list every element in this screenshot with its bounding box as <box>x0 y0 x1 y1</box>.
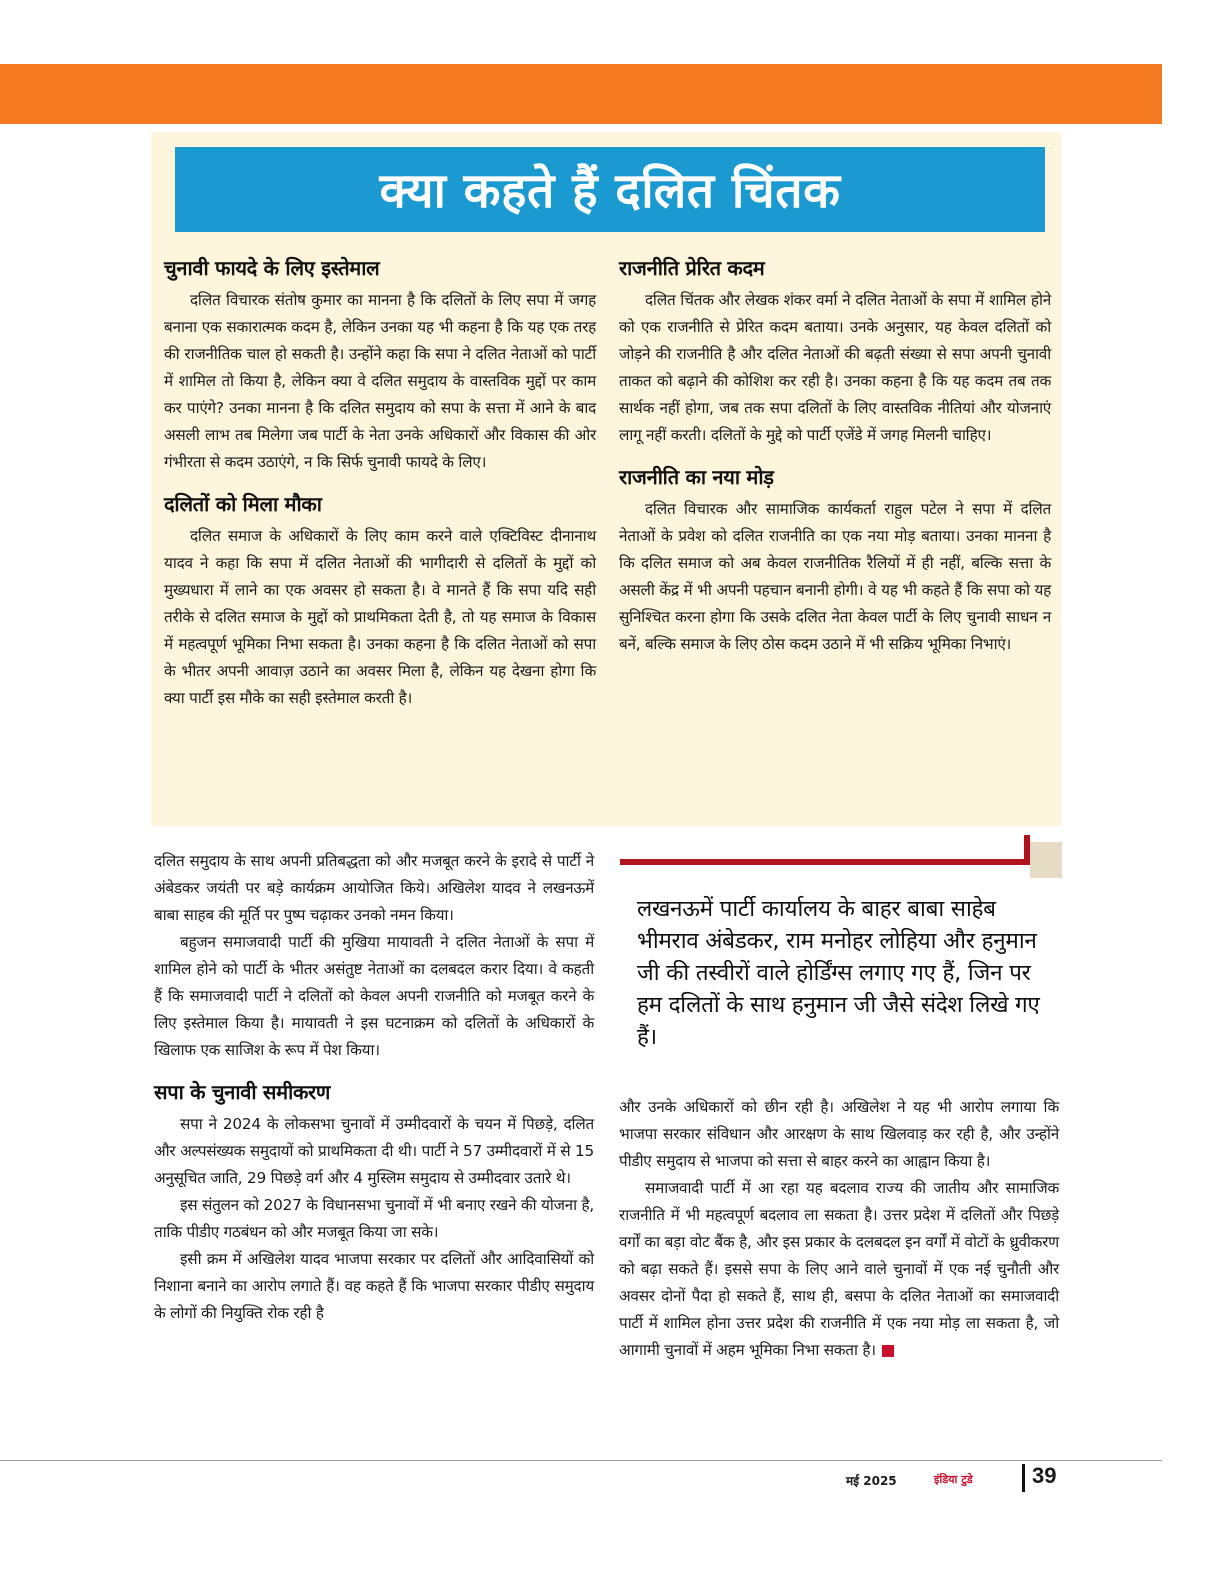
footer-magazine-logo: इंडिया टुडे <box>934 1473 973 1486</box>
article-paragraph: बहुजन समाजवादी पार्टी की मुखिया मायावती ने दलित नेताओं के सपा में शामिल होने को पार्टी के भीतर असंतुष्ट नेताओं का दलबदल करार दिया। वे कहती हैं कि समाजवादी पार्टी ने दलितों को केवल अपनी राजनीति को मजबूत करने के लिए इस्तेमाल किया है। मायावती ने इस घटनाक्रम को दलितों के अधिकारों के खिलाफ एक साजिश के रूप में पेश किया। <box>154 933 594 1059</box>
header-orange-bar <box>0 64 1162 124</box>
article-paragraph: इस संतुलन को 2027 के विधानसभा चुनावों में भी बनाए रखने की योजना है, ताकि पीडीए गठबंधन को और मजबूत किया जा सके। <box>154 1196 594 1241</box>
footer-date: मई 2025 <box>846 1474 897 1488</box>
page-number: 39 <box>1032 1463 1057 1488</box>
section-text: दलित विचारक संतोष कुमार का मानना है कि दलितों के लिए सपा में जगह बनाना एक सकारात्मक कदम है, लेकिन उनका यह भी कहना है कि यह एक तरह की राजनीतिक चाल हो सकती है। उन्होंने कहा कि सपा ने दलित नेताओं को पार्टी में शामिल तो किया है, लेकिन क्या वे दलित समुदाय के वास्तविक मुद्दों पर काम कर पाएंगे? उनका मानना है कि दलित समुदाय को सपा के सत्ता में आने के बाद असली लाभ तब मिलेगा जब पार्टी के नेता उनके अधिकारों और विकास की ओर गंभीरता से कदम उठाएंगे, न कि सिर्फ चुनावी फायदे के लिए। <box>164 291 596 471</box>
article-paragraph: समाजवादी पार्टी में आ रहा यह बदलाव राज्य की जातीय और सामाजिक राजनीति में भी महत्वपूर्ण बदलाव ला सकता है। उत्तर प्रदेश में दलितों और पिछड़े वर्गों का बड़ा वोट बैंक है, और इस प्रकार के दलबदल इन वर्गों में वोटों के ध्रुवीकरण को बढ़ा सकते हैं। इससे सपा के लिए आने वाले चुनावों में एक नई चुनौती और अवसर दोनों पैदा हो सकते हैं, साथ ही, बसपा के दलित नेताओं का समाजवादी पार्टी में शामिल होना उत्तर प्रदेश की राजनीति में एक नया मोड़ ला सकता है, जो आगामी चुनावों में अहम भूमिका निभा सकता है। <box>619 1179 1059 1359</box>
pullquote-corner-block <box>1030 842 1062 878</box>
article-paragraph: इसी क्रम में अखिलेश यादव भाजपा सरकार पर दलितों और आदिवासियों को निशाना बनाने का आरोप लगाते हैं। वह कहते हैं कि भाजपा सरकार पीडीए समुदाय के लोगों की नियुक्ति रोक रही है <box>154 1250 594 1322</box>
pullquote-rule <box>620 859 1030 865</box>
footer-divider <box>1022 1464 1025 1492</box>
section-heading: दलितों को मिला मौका <box>164 492 322 516</box>
section-heading: राजनीति का नया मोड़ <box>619 465 774 489</box>
boxout-title: क्या कहते हैं दलित चिंतक <box>379 163 841 219</box>
article-paragraph: दलित समुदाय के साथ अपनी प्रतिबद्धता को और मजबूत करने के इरादे से पार्टी ने अंबेडकर जयंती पर बड़े कार्यक्रम आयोजित किये। अखिलेश यादव ने लखनऊमें बाबा साहब की मूर्ति पर पुष्प चढ़ाकर उनको नमन किया। <box>154 852 594 924</box>
section-heading: चुनावी फायदे के लिए इस्तेमाल <box>164 256 380 280</box>
section-text: दलित चिंतक और लेखक शंकर वर्मा ने दलित नेताओं के सपा में शामिल होने को एक राजनीति से प्रेरित कदम बताया। उनके अनुसार, यह केवल दलितों को जोड़ने की राजनीति है और दलित नेताओं की बढ़ती संख्या से सपा अपनी चुनावी ताकत को बढ़ाने की कोशिश कर रही है। उनका कहना है कि यह कदम तब तक सार्थक नहीं होगा, जब तक सपा दलितों के लिए वास्तविक नीतियां और योजनाएं लागू नहीं करती। दलितों के मुद्दे को पार्टी एजेंडे में जगह मिलनी चाहिए। <box>619 291 1051 444</box>
article-paragraph: और उनके अधिकारों को छीन रही है। अखिलेश ने यह भी आरोप लगाया कि भाजपा सरकार संविधान और आरक्षण के साथ खिलवाड़ कर रही है, और उन्होंने पीडीए समुदाय से भाजपा को सत्ता से बाहर करने का आह्वान किया है। <box>619 1098 1059 1170</box>
end-mark-icon <box>882 1345 894 1357</box>
section-text: दलित समाज के अधिकारों के लिए काम करने वाले एक्टिविस्ट दीनानाथ यादव ने कहा कि सपा में दलित नेताओं की भागीदारी से दलितों के मुद्दों को मुख्यधारा में लाने का एक अवसर हो सकता है। वे मानते हैं कि सपा यदि सही तरीके से दलित समाज के मुद्दों को प्राथमिकता देती है, तो यह समाज के विकास में महत्वपूर्ण भूमिका निभा सकता है। उनका कहना है कि दलित नेताओं को सपा के भीतर अपनी आवाज़ उठाने का अवसर मिला है, लेकिन यह देखना होगा कि क्या पार्टी इस मौके का सही इस्तेमाल करती है। <box>164 527 596 707</box>
article-left-column <box>154 848 594 1327</box>
section-heading: राजनीति प्रेरित कदम <box>619 256 765 280</box>
section-text: दलित विचारक और सामाजिक कार्यकर्ता राहुल पटेल ने सपा में दलित नेताओं के प्रवेश को दलित राजनीति का एक नया मोड़ बताया। उनका मानना है कि दलित समाज को अब केवल राजनीतिक रैलियों में ही नहीं, बल्कि सत्ता के असली केंद्र में भी अपनी पहचान बनानी होगी। वे यह भी कहते हैं कि सपा को यह सुनिश्चित करना होगा कि उसके दलित नेता केवल पार्टी के लिए चुनावी साधन न बनें, बल्कि समाज के लिए ठोस कदम उठाने में भी सक्रिय भूमिका निभाएं। <box>619 500 1051 653</box>
pullquote: लखनऊमें पार्टी कार्यालय के बाहर बाबा साहेब भीमराव अंबेडकर, राम मनोहर लोहिया और हनुमान जी की तस्वीरों वाले होर्डिंग्स लगाए गए हैं, जिन पर हम दलितों के साथ हनुमान जी जैसे संदेश लिखे गए हैं। <box>637 896 1040 1050</box>
boxout-right-column <box>619 254 1051 658</box>
article-paragraph: सपा ने 2024 के लोकसभा चुनावों में उम्मीदवारों के चयन में पिछड़े, दलित और अल्पसंख्यक समुदायों को प्राथमिकता दी थी। पार्टी ने 57 उम्मीदवारों में से 15 अनुसूचित जाति, 29 पिछड़े वर्ग और 4 मुस्लिम समुदाय से उम्मीदवार उतारे थे। <box>154 1115 594 1187</box>
boxout-title-band <box>175 147 1045 232</box>
article-right-column <box>619 1094 1059 1364</box>
boxout-left-column <box>164 254 596 712</box>
footer-rule <box>0 1460 1162 1461</box>
article-subheading: सपा के चुनावी समीकरण <box>154 1080 331 1104</box>
